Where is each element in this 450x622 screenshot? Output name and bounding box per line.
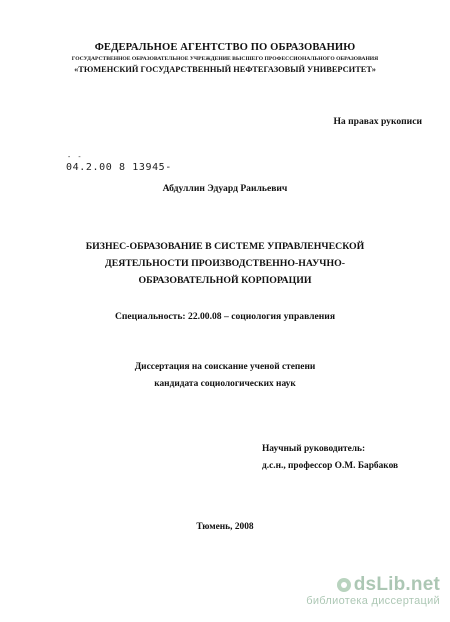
- library-code-tick: - -: [67, 153, 83, 161]
- dissertation-title: [0, 238, 450, 289]
- institution-type: ГОСУДАРСТВЕННОЕ ОБРАЗОВАТЕЛЬНОЕ УЧРЕЖДЕНИЕ ВЫСШЕГО ПРОФЕССИОНАЛЬНОГО ОБРАЗОВАНИЯ: [71, 56, 379, 62]
- library-code: [66, 153, 172, 173]
- dslib-watermark: [306, 574, 440, 607]
- title-line: ДЕЯТЕЛЬНОСТИ ПРОИЗВОДСТВЕННО-НАУЧНО-: [105, 258, 345, 269]
- dslib-logo-icon: [337, 578, 351, 592]
- library-code-number: 04.2.00 8 13945-: [66, 162, 172, 173]
- watermark-logo: [306, 574, 440, 596]
- degree-statement: [0, 359, 450, 393]
- watermark-brand: dsLib.net: [353, 574, 440, 595]
- agency-heading: ФЕДЕРАЛЬНОЕ АГЕНТСТВО ПО ОБРАЗОВАНИЮ: [94, 42, 356, 53]
- title-line: ОБРАЗОВАТЕЛЬНОЙ КОРПОРАЦИИ: [138, 275, 312, 286]
- university-name: «ТЮМЕНСКИЙ ГОСУДАРСТВЕННЫЙ НЕФТЕГАЗОВЫЙ УНИВЕРСИТЕТ»: [74, 65, 376, 74]
- author-name: Абдуллин Эдуард Раильевич: [162, 183, 288, 194]
- specialty-line: Специальность: 22.00.08 – социология управления: [114, 311, 336, 322]
- city-year: Тюмень, 2008: [196, 522, 254, 532]
- watermark-subtitle: библиотека диссертаций: [306, 595, 440, 607]
- degree-line: кандидата социологических наук: [154, 379, 296, 389]
- supervisor-block: [262, 441, 398, 475]
- supervisor-label: Научный руководитель:: [262, 444, 366, 454]
- manuscript-note: На правах рукописи: [333, 116, 422, 127]
- degree-line: Диссертация на соискание ученой степени: [134, 362, 316, 372]
- title-line: БИЗНЕС-ОБРАЗОВАНИЕ В СИСТЕМЕ УПРАВЛЕНЧЕСКОЙ: [85, 241, 365, 252]
- supervisor-name: д.с.н., профессор О.М. Барбаков: [262, 461, 399, 471]
